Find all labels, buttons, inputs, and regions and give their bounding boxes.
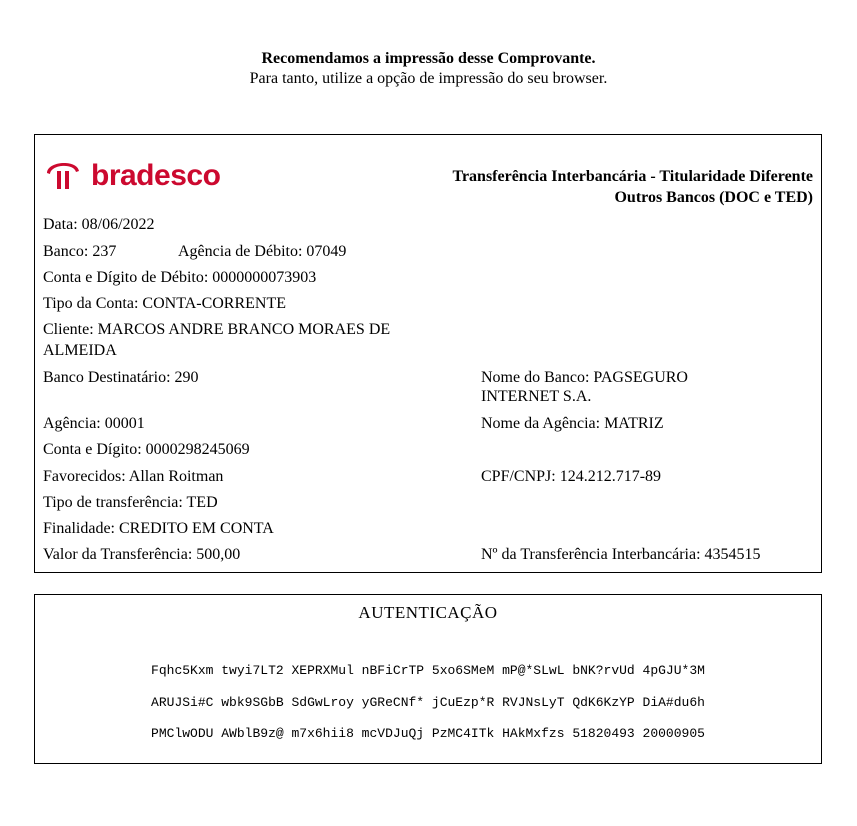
- destination-bank-field: Banco Destinatário: 290: [43, 369, 199, 386]
- receipt-title-line2: Outros Bancos (DOC e TED): [614, 189, 813, 206]
- purpose-field: Finalidade: CREDITO EM CONTA: [43, 520, 274, 537]
- receipt-title: [452, 166, 813, 208]
- agency-field: Agência: 00001: [43, 415, 145, 432]
- bradesco-logo: [43, 153, 233, 199]
- client-field-line1: Cliente: MARCOS ANDRE BRANCO MORAES DE: [43, 321, 391, 338]
- bank-name-field-line1: Nome do Banco: PAGSEGURO: [481, 369, 688, 386]
- client-field-line2: ALMEIDA: [43, 342, 117, 359]
- bank-name-field-line2: INTERNET S.A.: [481, 388, 592, 405]
- agency-name-field: Nome da Agência: MATRIZ: [481, 415, 664, 432]
- authentication-code-line: Fqhc5Kxm twyi7LT2 XEPRXMul nBFiCrTP 5xo6SMeM mP@*SLwL bNK?rvUd 4pGJU*3M: [151, 663, 705, 678]
- transfer-number-field: Nº da Transferência Interbancária: 4354515: [481, 546, 761, 563]
- authentication-code-line: ARUJSi#C wbk9SGbB SdGwLroy yGReCNf* jCuEzp*R RVJNsLyT QdK6KzYP DiA#du6h: [151, 695, 705, 710]
- authentication-code-line: PMClwODU AWblB9z@ m7x6hii8 mcVDJuQj PzMC4ITk HAkMxfzs 51820493 20000905: [151, 726, 705, 741]
- bank-field: Banco: 237: [43, 243, 117, 260]
- authentication-box: [34, 594, 822, 764]
- account-type-field: Tipo da Conta: CONTA-CORRENTE: [43, 295, 287, 312]
- date-field: Data: 08/06/2022: [43, 216, 155, 233]
- receipt-title-line1: Transferência Interbancária - Titularidade Diferente: [452, 168, 813, 185]
- bradesco-wordmark: bradesco: [91, 159, 221, 192]
- cpf-cnpj-field: CPF/CNPJ: 124.212.717-89: [481, 468, 662, 485]
- print-notice: [0, 49, 857, 89]
- bradesco-tree-icon: [43, 153, 83, 193]
- account-digit-field: Conta e Dígito: 0000298245069: [43, 441, 250, 458]
- print-notice-subtitle: Para tanto, utilize a opção de impressão do seu browser.: [249, 70, 608, 87]
- transfer-value-field: Valor da Transferência: 500,00: [43, 546, 241, 563]
- debit-agency-field: Agência de Débito: 07049: [178, 243, 347, 260]
- transfer-type-field: Tipo de transferência: TED: [43, 494, 218, 511]
- authentication-title: AUTENTICAÇÃO: [358, 603, 498, 622]
- payee-field: Favorecidos: Allan Roitman: [43, 468, 224, 485]
- print-notice-title: Recomendamos a impressão desse Comprovante.: [261, 50, 596, 67]
- transfer-receipt: [34, 134, 822, 573]
- debit-account-field: Conta e Dígito de Débito: 0000000073903: [43, 269, 317, 286]
